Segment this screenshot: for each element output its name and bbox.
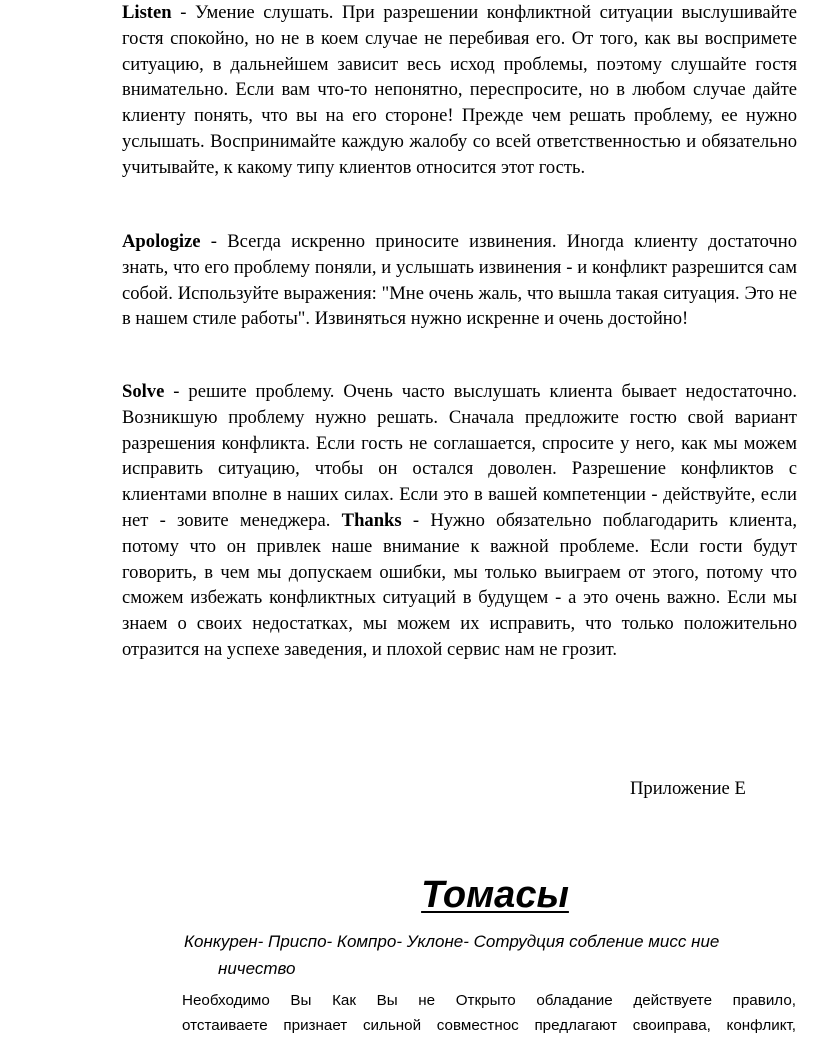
apologize-term: Apologize [122,231,201,252]
conflict-styles-main: Конкурен- Приспо- Компро- Уклоне- Сотрудция собление мисс ние [184,932,720,951]
conflict-styles-wrap: ничество [218,959,296,978]
listen-text: - Умение слушать. При разрешении конфликтной ситуации выслушивайте гостя спокойно, но не в коем случае не перебивая его. От того, как вы воспримете ситуацию, в дальнейшем зависит весь исход проблемы, поэтому слушайте гостя внимательно. Если вам что-то непонятно, переспросите, но в любом случае дайте клиенту понять, что вы на его стороне! Прежде чем решать проблему, ее нужно услышать. Воспринимайте каждую жалобу со всей ответственностью и обязательно учитывайте, к какому типу клиентов относится этот гость. [122,2,797,178]
listen-paragraph [122,0,797,181]
table-fragment-line-1: Необходимо Вы Как Вы не Открыто обладание действуете правило, [182,992,796,1009]
thanks-text: - Нужно обязательно поблагодарить клиента, потому что он привлек наше внимание к важной проблеме. Если гости будут говорить, в чем мы допускаем ошибки, мы только выиграем от этого, потому что сможем избежать конфликтных ситуаций в будущем - а это очень важно. Если мы знаем о своих недостатках, мы можем их исправить, что только положительно отразится на успехе заведения, и плохой сервис нам не грозит. [122,509,798,660]
apologize-paragraph [122,229,797,332]
solve-term: Solve [122,381,165,402]
listen-term: Listen [122,2,172,23]
solve-text: - решите проблему. Очень часто выслушать клиента бывает недостаточно. Возникшую проблему нужно решать. Сначала предложите гостю свой вариант разрешения конфликта. Если гость не соглашается, спросите у него, как мы можем исправить ситуацию, чтобы он остался доволен. Разрешение конфликтов с клиентами вполне в наших силах. Если это в вашей компетенции - действуйте, если нет - зовите менеджера. [122,381,797,531]
table-fragment-text [182,988,796,1038]
appendix-label: Приложение Е [630,778,746,799]
table-fragment-line-2: отстаиваете признает сильной совместнос предлагают своиправа, конфликт, [182,1017,796,1034]
page-title: Томасы [421,874,569,916]
thanks-term: Thanks [341,509,402,531]
apologize-text: - Всегда искренно приносите извинения. Иногда клиенту достаточно знать, что его проблему поняли, и услышать извинения - и конфликт разрешится сам собой. Используйте выражения: "Мне очень жаль, что вышла такая ситуация. Это не в нашем стиле работы". Извиняться нужно искренне и очень достойно! [122,231,797,330]
conflict-styles-line [184,928,800,982]
solve-paragraph [122,379,797,663]
